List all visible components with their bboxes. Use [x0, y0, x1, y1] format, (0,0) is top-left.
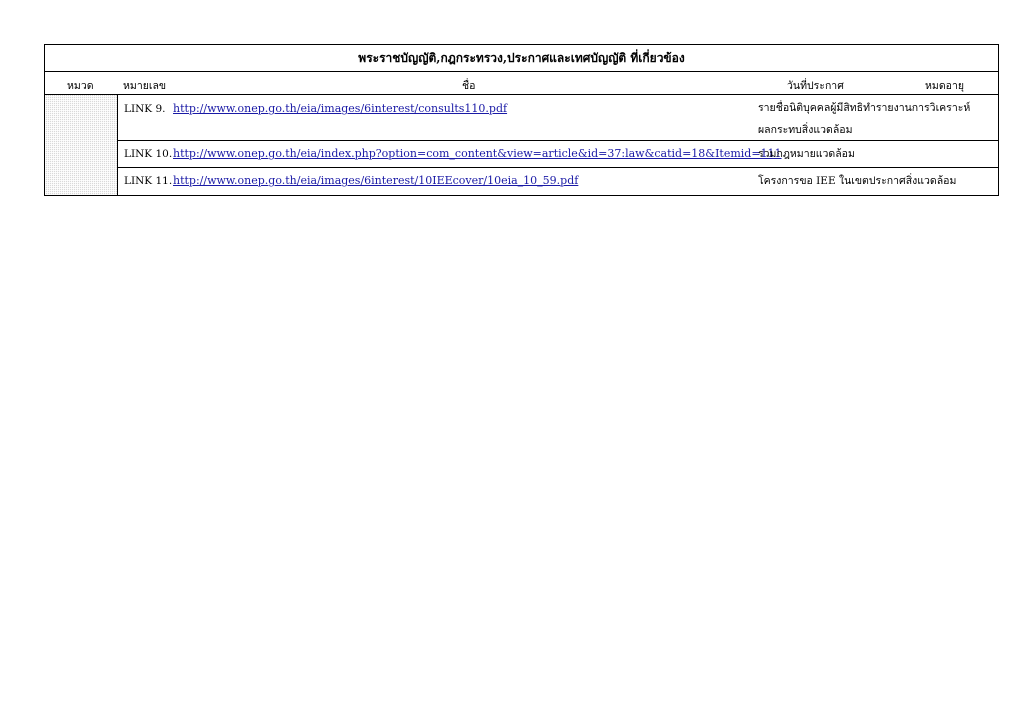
header-announce-date: วันที่ประกาศ: [787, 80, 844, 92]
table-row: [118, 141, 998, 168]
regulations-table: [44, 44, 999, 196]
link-description-line: ผลกระทบสิ่งแวดล้อม: [758, 124, 853, 136]
header-name: ชื่อ: [462, 80, 476, 92]
table-header-row: [45, 72, 998, 95]
link-description: [758, 97, 994, 141]
table-row: [118, 168, 998, 195]
link-number: LINK 10.: [124, 148, 173, 160]
link-description-line: โครงการขอ IEE ในเขตประกาศสิ่งแวดล้อม: [758, 175, 957, 187]
link-description: [758, 170, 994, 192]
header-expire: หมดอายุ: [925, 80, 965, 92]
table-title: [45, 45, 998, 72]
link-number: LINK 11.: [124, 175, 173, 187]
link-description-line: รายชื่อนิติบุคคลผู้มีสิทธิทำรายงานการวิเคราะห์: [758, 102, 971, 114]
table-title-text: พระราชบัญญัติ,กฎกระทรวง,ประกาศและเทศบัญญัติ ที่เกี่ยวข้อง: [358, 50, 685, 65]
header-number: หมายเลข: [123, 80, 167, 92]
table-row: [118, 95, 998, 141]
link-url[interactable]: http://www.onep.go.th/eia/images/6interest/consults110.pdf: [173, 102, 508, 115]
category-cell-shaded: [45, 95, 118, 195]
link-description-line: รวมกฎหมายแวดล้อม: [758, 148, 855, 160]
link-description: [758, 143, 994, 165]
link-url[interactable]: http://www.onep.go.th/eia/images/6interest/10IEEcover/10eia_10_59.pdf: [173, 174, 579, 187]
link-number: LINK 9.: [124, 103, 166, 115]
header-category: หมวด: [67, 80, 94, 92]
link-url[interactable]: http://www.onep.go.th/eia/index.php?option=com_content&view=article&id=37:law&catid=18&Itemid=111: [173, 147, 782, 160]
